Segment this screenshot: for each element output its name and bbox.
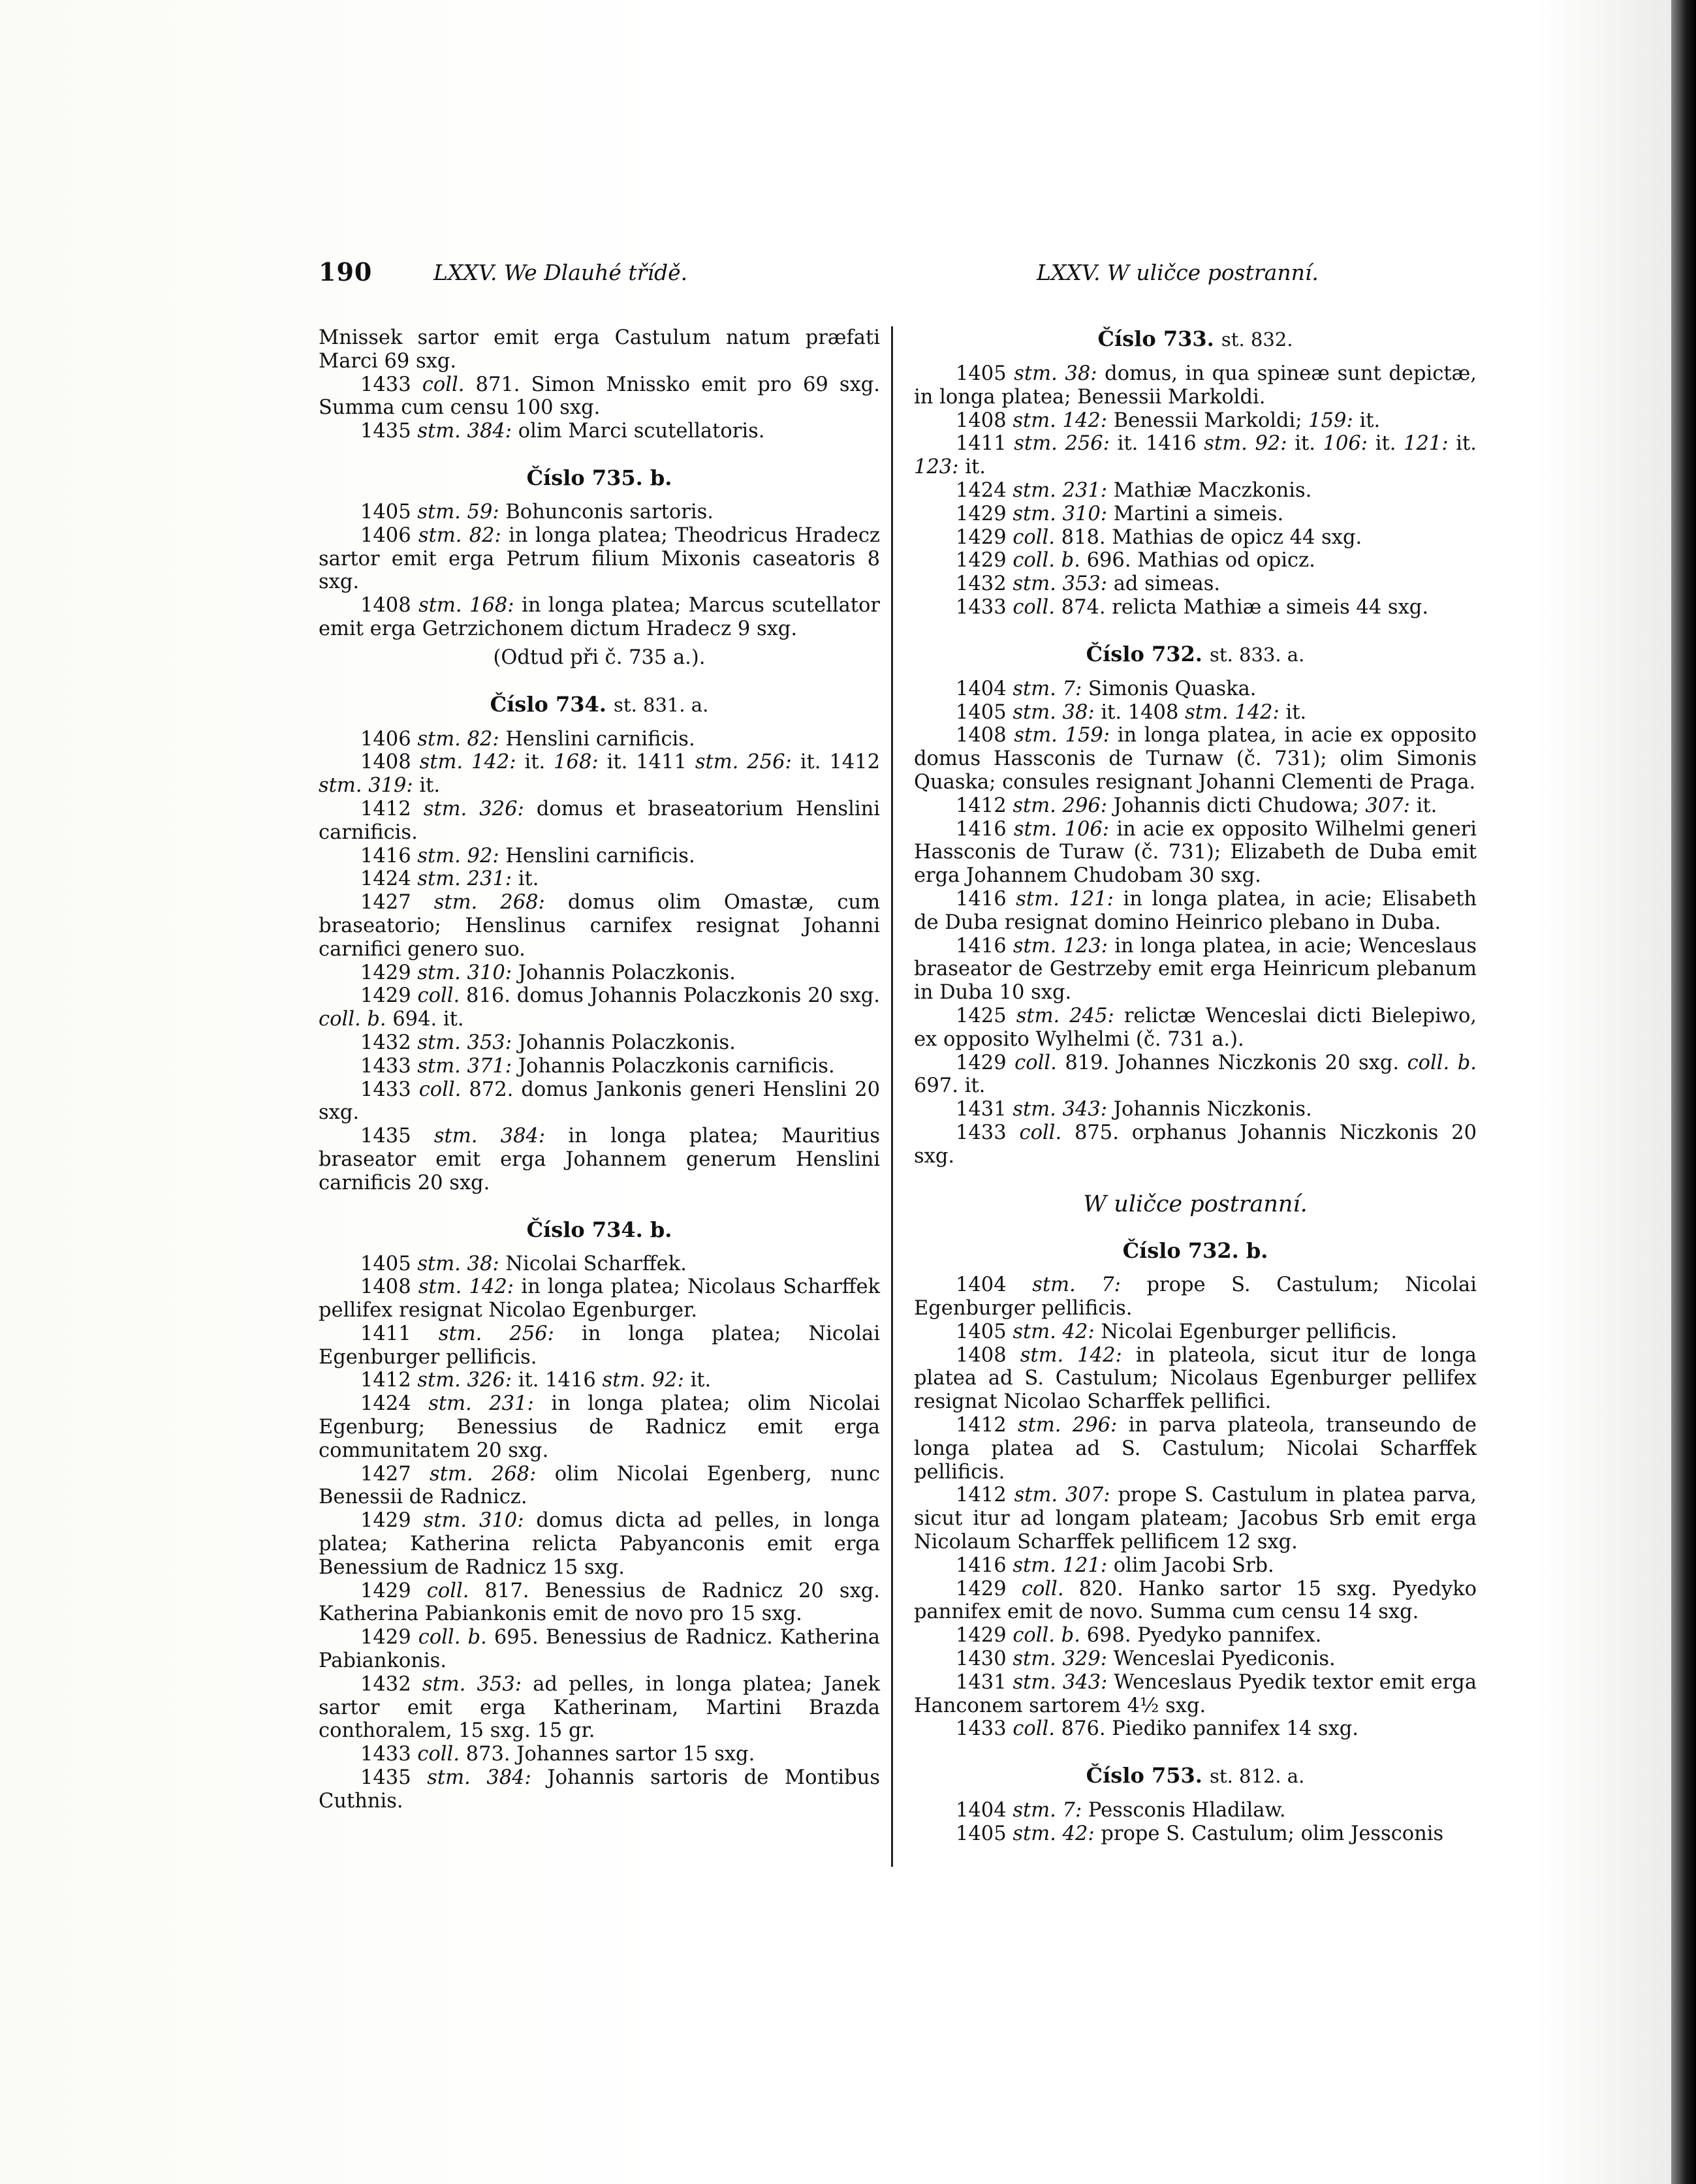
- record-entry: 1408 stm. 168: in longa platea; Marcus scutellator emit erga Getrzichonem dictum Hradecz 9 sxg.: [319, 594, 880, 640]
- source-reference: stm. 38:: [1013, 700, 1095, 724]
- source-reference: coll. b.: [1407, 1051, 1477, 1074]
- entry-number: Číslo 753.: [1086, 1763, 1202, 1788]
- record-entry: 1405 stm. 42: prope S. Castulum; olim Jessconis: [956, 1822, 1444, 1846]
- source-reference: stm. 7:: [1013, 1799, 1082, 1822]
- entry-number: Číslo 734.: [490, 691, 606, 717]
- record-entry: 1435 stm. 384: in longa platea; Mauritius braseator emit erga Johannem generum Henslini carnificis 20 sxg.: [319, 1125, 880, 1194]
- source-reference: 106:: [1323, 432, 1368, 456]
- record-entry: 1408 stm. 142: Benessii Markoldi; 159: it.: [956, 409, 1381, 432]
- source-reference: stm. 92:: [1204, 432, 1287, 456]
- record-entry: 1435 stm. 384: Johannis sartoris de Montibus Cuthnis.: [319, 1766, 880, 1813]
- record-entry: 1429 coll. 819. Johannes Niczkonis 20 sxg. coll. b. 697. it.: [914, 1051, 1477, 1098]
- source-reference: coll.: [1019, 1121, 1062, 1144]
- source-reference: coll.: [1013, 525, 1055, 549]
- left-column: [319, 326, 880, 1813]
- entry-heading: [914, 1763, 1477, 1788]
- source-reference: coll. b.: [1013, 549, 1080, 572]
- entry-number: Číslo 732. b.: [1122, 1238, 1268, 1264]
- source-reference: stm. 296:: [1013, 794, 1108, 817]
- section-title: W uličce postranní.: [1083, 1191, 1308, 1217]
- record-entry: 1405 stm. 38: it. 1408 stm. 142: it.: [956, 700, 1307, 724]
- source-reference: coll.: [1021, 1577, 1064, 1600]
- source-reference: stm. 256:: [695, 751, 792, 774]
- source-reference: stm. 231:: [428, 1392, 534, 1416]
- page-number: 190: [319, 257, 373, 287]
- source-reference: 159:: [1308, 409, 1353, 432]
- source-reference: stm. 142:: [419, 751, 516, 774]
- source-reference: coll. b.: [319, 1008, 386, 1031]
- record-entry: 1429 coll. 818. Mathias de opicz 44 sxg.: [956, 525, 1362, 549]
- record-entry: 1432 stm. 353: ad pelles, in longa platea; Janek sartor emit erga Katherinam, Martini Brazda conthoralem, 15 sxg. 15 gr.: [319, 1672, 880, 1743]
- source-reference: stm. 268:: [429, 1462, 537, 1486]
- source-reference: 121:: [1404, 432, 1449, 456]
- record-entry: 1429 coll. 816. domus Johannis Polaczkonis 20 sxg. coll. b. 694. it.: [319, 984, 880, 1031]
- entry-heading: [319, 692, 880, 717]
- cross-reference-note: (Odtud při č. 735 a.).: [493, 646, 706, 669]
- source-reference: stm. 168:: [418, 594, 514, 617]
- record-entry: 1412 stm. 296: in parva plateola, transeundo de longa platea ad S. Castulum; Nicolai Scharffek pellificis.: [914, 1414, 1477, 1484]
- source-reference: coll.: [1013, 1717, 1055, 1741]
- source-reference: coll. b.: [418, 1626, 487, 1649]
- source-reference: stm. 343:: [1013, 1098, 1108, 1121]
- entry-old-number: st. 832.: [1221, 328, 1293, 351]
- right-column: [914, 326, 1477, 1846]
- record-entry: 1425 stm. 245: relictæ Wenceslai dicti Bielepiwo, ex opposito Wylhelmi (č. 731 a.).: [914, 1004, 1477, 1051]
- entry-number: Číslo 732.: [1086, 641, 1202, 666]
- record-entry: 1424 stm. 231: in longa platea; olim Nicolai Egenburg; Benessius de Radnicz emit erga communitatem 20 sxg.: [319, 1392, 880, 1462]
- source-reference: stm. 343:: [1013, 1670, 1108, 1694]
- source-reference: stm. 82:: [418, 523, 501, 547]
- source-reference: stm. 121:: [1016, 887, 1114, 911]
- source-reference: coll.: [417, 1743, 460, 1766]
- source-reference: stm. 42:: [1013, 1822, 1095, 1846]
- record-entry: 1433 coll. 873. Johannes sartor 15 sxg.: [360, 1743, 755, 1766]
- record-entry: 1416 stm. 106: in acie ex opposito Wilhelmi generi Hassconis de Turaw (č. 731); Elizabeth de Duba emit erga Johannem Chudobam 30 sxg.: [914, 817, 1477, 888]
- record-entry: 1435 stm. 384: olim Marci scutellatoris.: [360, 420, 765, 443]
- source-reference: stm. 142:: [1185, 700, 1280, 724]
- entry-heading: [914, 326, 1477, 352]
- record-entry: 1433 coll. 874. relicta Mathiæ a simeis 44 sxg.: [956, 595, 1429, 619]
- source-reference: coll.: [418, 1078, 462, 1101]
- record-entry: Mnissek sartor emit erga Castulum natum præfati Marci 69 sxg.: [319, 326, 880, 373]
- record-entry: 1404 stm. 7: Pessconis Hladilaw.: [956, 1799, 1286, 1822]
- record-entry: 1405 stm. 38: Nicolai Scharffek.: [360, 1252, 687, 1275]
- source-reference: stm. 326:: [417, 1369, 512, 1392]
- record-entry: 1431 stm. 343: Johannis Niczkonis.: [956, 1098, 1312, 1121]
- record-entry: 1416 stm. 121: olim Jacobi Srb.: [956, 1553, 1274, 1577]
- left-running-title: LXXV. We Dlauhé třídě.: [433, 260, 688, 285]
- entry-number: Číslo 735. b.: [526, 465, 672, 490]
- record-entry: 1429 coll. b. 696. Mathias od opicz.: [956, 549, 1315, 572]
- source-reference: stm. 310:: [423, 1509, 524, 1533]
- record-entry: 1408 stm. 142: in plateola, sicut itur de longa platea ad S. Castulum; Nicolaus Egenburger pellifex resignat Nicolao Scharffek pellifici.: [914, 1343, 1477, 1414]
- source-reference: stm. 123:: [1013, 934, 1108, 958]
- record-entry: 1405 stm. 59: Bohunconis sartoris.: [360, 500, 714, 523]
- record-entry: 1430 stm. 329: Wenceslai Pyediconis.: [956, 1647, 1336, 1671]
- right-running-title: LXXV. W uličce postranní.: [1037, 260, 1319, 285]
- source-reference: stm. 92:: [417, 844, 499, 867]
- record-entry: 1406 stm. 82: in longa platea; Theodricus Hradecz sartor emit erga Petrum filium Mixonis caseatoris 8 sxg.: [319, 523, 880, 594]
- source-reference: stm. 310:: [417, 961, 512, 984]
- source-reference: stm. 59:: [417, 500, 499, 523]
- record-entry: 1408 stm. 142: it. 168: it. 1411 stm. 256: it. 1412 stm. 319: it.: [319, 751, 880, 798]
- record-entry: 1433 coll. 875. orphanus Johannis Niczkonis 20 sxg.: [914, 1121, 1477, 1168]
- source-reference: coll.: [1013, 595, 1055, 619]
- record-entry: 1427 stm. 268: domus olim Omastæ, cum braseatorio; Henslinus carnifex resignat Johanni carnifici genero suo.: [319, 891, 880, 961]
- source-reference: stm. 82:: [417, 727, 499, 751]
- record-entry: 1416 stm. 121: in longa platea, in acie; Elisabeth de Duba resignat domino Heinrico plebano in Duba.: [914, 887, 1477, 934]
- source-reference: stm. 371:: [417, 1054, 512, 1078]
- record-entry: 1424 stm. 231: it.: [360, 867, 539, 891]
- source-reference: stm. 38:: [1014, 362, 1097, 385]
- source-reference: stm. 142:: [1013, 409, 1108, 432]
- record-entry: 1429 coll. 820. Hanko sartor 15 sxg. Pyedyko pannifex emit de novo. Summa cum censu 14 sxg.: [914, 1577, 1477, 1624]
- entry-old-number: st. 831. a.: [614, 693, 709, 716]
- record-entry: 1408 stm. 142: in longa platea; Nicolaus Scharffek pellifex resignat Nicolao Egenburger.: [319, 1275, 880, 1322]
- source-reference: stm. 307:: [1014, 1484, 1110, 1507]
- record-entry: 1433 stm. 371: Johannis Polaczkonis carnificis.: [360, 1054, 835, 1078]
- record-entry: 1405 stm. 38: domus, in qua spineæ sunt depictæ, in longa platea; Benessii Markoldi.: [914, 362, 1477, 409]
- source-reference: coll.: [422, 373, 465, 396]
- record-entry: 1429 stm. 310: domus dicta ad pelles, in longa platea; Katherina relicta Pabyanconis emit erga Benessium de Radnicz 15 sxg.: [319, 1509, 880, 1579]
- source-reference: stm. 256:: [438, 1322, 554, 1345]
- record-entry: 1412 stm. 326: it. 1416 stm. 92: it.: [360, 1369, 712, 1392]
- source-reference: stm. 326:: [423, 797, 524, 820]
- entry-heading: [319, 1217, 880, 1242]
- record-entry: 1433 coll. 872. domus Jankonis generi Henslini 20 sxg.: [319, 1078, 880, 1125]
- entry-old-number: st. 833. a.: [1210, 643, 1305, 666]
- record-entry: 1424 stm. 231: Mathiæ Maczkonis.: [956, 478, 1312, 502]
- source-reference: stm. 384:: [433, 1125, 546, 1148]
- entry-heading: [319, 465, 880, 490]
- source-reference: coll.: [417, 984, 460, 1008]
- source-reference: 168:: [554, 751, 599, 774]
- record-entry: 1427 stm. 268: olim Nicolai Egenberg, nunc Benessii de Radnicz.: [319, 1462, 880, 1509]
- source-reference: stm. 296:: [1017, 1414, 1118, 1437]
- entry-number: Číslo 733.: [1097, 326, 1214, 351]
- entry-heading: [914, 642, 1477, 667]
- record-entry: 1405 stm. 42: Nicolai Egenburger pellificis.: [956, 1320, 1398, 1343]
- record-entry: 1404 stm. 7: prope S. Castulum; Nicolai Egenburger pellificis.: [914, 1273, 1477, 1320]
- source-reference: stm. 384:: [417, 420, 512, 443]
- source-reference: stm. 7:: [1013, 677, 1082, 700]
- entry-number: Číslo 734. b.: [526, 1217, 672, 1242]
- source-reference: stm. 92:: [602, 1369, 684, 1392]
- record-entry: 1412 stm. 307: prope S. Castulum in platea parva, sicut itur ad longam plateam; Jacobus Srb emit erga Nicolaum Scharffek pellificem 12 sxg.: [914, 1484, 1477, 1554]
- record-entry: 1406 stm. 82: Henslini carnificis.: [360, 727, 695, 751]
- record-entry: 1433 coll. 871. Simon Mnissko emit pro 69 sxg. Summa cum censu 100 sxg.: [319, 373, 880, 420]
- record-entry: 1429 stm. 310: Johannis Polaczkonis.: [360, 961, 736, 984]
- source-reference: coll.: [1014, 1051, 1057, 1074]
- record-entry: 1433 coll. 876. Piediko pannifex 14 sxg.: [956, 1717, 1358, 1741]
- source-reference: stm. 142:: [1020, 1343, 1122, 1367]
- record-entry: 1429 stm. 310: Martini a simeis.: [956, 502, 1284, 525]
- source-reference: stm. 7:: [1032, 1273, 1121, 1297]
- record-entry: 1416 stm. 123: in longa platea, in acie; Wenceslaus braseator de Gestrzeby emit erga Heinricum plebanum in Duba 10 sxg.: [914, 934, 1477, 1005]
- record-entry: 1412 stm. 326: domus et braseatorium Henslini carnificis.: [319, 797, 880, 844]
- record-entry: 1411 stm. 256: in longa platea; Nicolai Egenburger pellificis.: [319, 1322, 880, 1369]
- record-entry: 1429 coll. 817. Benessius de Radnicz 20 sxg. Katherina Pabiankonis emit de novo pro 15 sxg.: [319, 1579, 881, 1626]
- column-divider: [891, 326, 893, 1867]
- record-entry: 1408 stm. 159: in longa platea, in acie ex opposito domus Hassconis de Turnaw (č. 731); olim Simonis Quaska; consules resignant Johanni Clementi de Praga.: [914, 724, 1477, 794]
- source-reference: 123:: [914, 456, 959, 479]
- source-reference: stm. 353:: [417, 1031, 512, 1054]
- scan-edge-shadow: [1671, 0, 1696, 2184]
- source-reference: coll.: [426, 1579, 469, 1602]
- source-reference: stm. 245:: [1016, 1004, 1114, 1027]
- source-reference: coll. b.: [1013, 1624, 1080, 1647]
- record-entry: 1432 stm. 353: ad simeas.: [956, 572, 1221, 596]
- source-reference: stm. 159:: [1014, 724, 1110, 747]
- source-reference: stm. 231:: [417, 867, 512, 891]
- record-entry: 1404 stm. 7: Simonis Quaska.: [956, 677, 1257, 700]
- source-reference: stm. 268:: [433, 891, 545, 914]
- record-entry: 1431 stm. 343: Wenceslaus Pyedik textor emit erga Hanconem sartorem 4½ sxg.: [914, 1670, 1477, 1717]
- record-entry: 1432 stm. 353: Johannis Polaczkonis.: [360, 1031, 736, 1054]
- source-reference: stm. 319:: [319, 774, 413, 798]
- record-entry: 1429 coll. b. 695. Benessius de Radnicz. Katherina Pabiankonis.: [319, 1626, 880, 1673]
- record-entry: 1429 coll. b. 698. Pyedyko pannifex.: [956, 1624, 1322, 1647]
- source-reference: stm. 42:: [1013, 1320, 1095, 1343]
- entry-heading: [914, 1238, 1477, 1263]
- source-reference: stm. 256:: [1014, 432, 1110, 456]
- source-reference: stm. 38:: [417, 1252, 499, 1275]
- source-reference: stm. 310:: [1013, 502, 1108, 525]
- entry-old-number: st. 812. a.: [1210, 1765, 1305, 1788]
- source-reference: stm. 384:: [427, 1766, 531, 1790]
- source-reference: 307:: [1365, 794, 1410, 817]
- record-entry: 1411 stm. 256: it. 1416 stm. 92: it. 106: it. 121: it. 123: it.: [914, 432, 1477, 479]
- source-reference: stm. 231:: [1013, 478, 1108, 502]
- source-reference: stm. 353:: [1013, 572, 1108, 596]
- record-entry: 1412 stm. 296: Johannis dicti Chudowa; 307: it.: [956, 794, 1437, 817]
- record-entry: 1416 stm. 92: Henslini carnificis.: [360, 844, 695, 867]
- source-reference: stm. 106:: [1013, 817, 1110, 841]
- source-reference: stm. 329:: [1013, 1647, 1108, 1671]
- running-head: [319, 257, 1363, 296]
- source-reference: stm. 142:: [418, 1275, 514, 1299]
- source-reference: stm. 353:: [422, 1672, 522, 1696]
- source-reference: stm. 121:: [1013, 1553, 1108, 1577]
